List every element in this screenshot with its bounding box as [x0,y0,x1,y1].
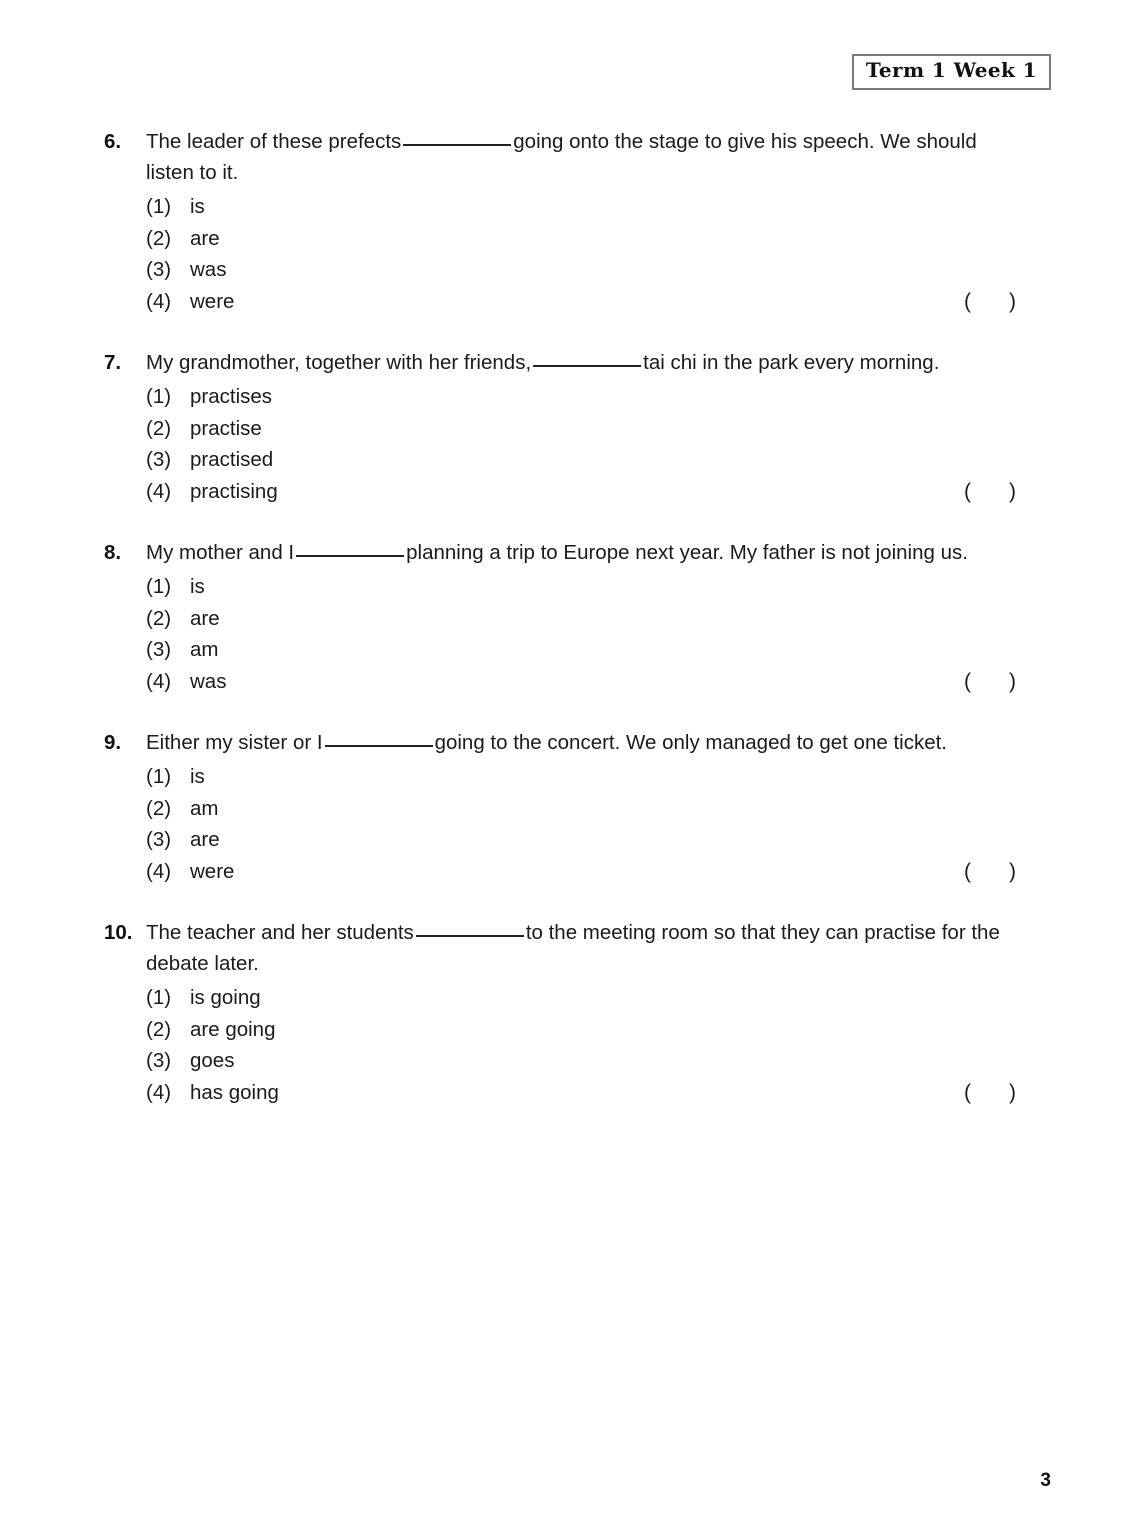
option-marker: (2) [146,1017,172,1041]
answer-bracket-open: ( [964,859,971,883]
option-marker: (1) [146,575,172,598]
question-body [146,917,1035,1108]
option-list [146,761,1035,887]
answer-blank[interactable] [296,555,404,557]
option-label: were [190,859,235,883]
question-body [146,727,1035,887]
option-label: is [190,575,205,598]
option-item[interactable] [146,824,1035,856]
option-label: practising [190,479,278,503]
option-list [146,191,1035,317]
question-stem-after-blank: going onto the stage to give his speech. We should listen to it. [146,130,977,184]
option-item[interactable] [146,254,1035,286]
question-body [146,126,1035,317]
option-item[interactable] [146,286,1035,318]
question-stem-before-blank: The leader of these prefects [146,130,402,153]
option-label: are [190,606,220,630]
answer-bracket-close: ) [1009,859,1016,883]
option-item[interactable] [146,1077,1035,1109]
option-item[interactable] [146,634,1035,666]
option-label: is [190,765,205,788]
option-label: is going [190,986,261,1009]
option-item[interactable] [146,191,1035,223]
answer-blank[interactable] [533,365,641,367]
option-label: is [190,195,205,218]
option-label: practise [190,416,262,440]
question-block [0,347,1123,507]
option-label: are [190,828,220,851]
question-stem-after-blank: going to the concert. We only managed to get one ticket. [434,731,948,754]
question-number: 8. [104,541,122,564]
question-number: 10. [104,921,133,944]
option-item[interactable] [146,413,1035,445]
option-marker: (1) [146,765,172,788]
answer-blank[interactable] [325,745,433,747]
option-item[interactable] [146,444,1035,476]
option-item[interactable] [146,666,1035,698]
question-stem-before-blank: My grandmother, together with her friends, [146,351,532,374]
answer-bracket-open: ( [964,669,971,693]
question-block [0,917,1123,1108]
option-item[interactable] [146,1045,1035,1077]
question-block [0,126,1123,317]
question-stem-before-blank: My mother and I [146,541,295,564]
option-marker: (3) [146,448,172,471]
option-item[interactable] [146,761,1035,793]
question-block [0,727,1123,887]
question-stem-before-blank: Either my sister or I [146,731,323,754]
answer-bracket[interactable] [964,1077,1016,1109]
question-number: 7. [104,351,122,374]
option-marker: (4) [146,479,172,503]
answer-blank[interactable] [416,935,524,937]
option-label: was [190,669,227,693]
answer-bracket-close: ) [1009,479,1016,503]
answer-bracket[interactable] [964,286,1016,318]
option-marker: (1) [146,195,172,218]
option-marker: (4) [146,669,172,693]
answer-bracket-open: ( [964,289,971,313]
option-marker: (3) [146,638,172,661]
answer-bracket-close: ) [1009,669,1016,693]
question-body [146,347,1035,507]
option-marker: (1) [146,385,172,408]
answer-bracket[interactable] [964,476,1016,508]
question-body [146,537,1035,697]
option-list [146,381,1035,507]
question-stem [146,917,1021,979]
question-stem-after-blank: to the meeting room so that they can practise for the debate later. [146,921,1000,975]
option-item[interactable] [146,381,1035,413]
option-list [146,982,1035,1108]
term-week-badge: Term 1 Week 1 [852,54,1051,90]
answer-blank[interactable] [403,144,511,146]
option-item[interactable] [146,856,1035,888]
option-label: practised [190,448,274,471]
question-stem-before-blank: The teacher and her students [146,921,414,944]
answer-bracket[interactable] [964,856,1016,888]
option-marker: (3) [146,1049,172,1072]
option-marker: (2) [146,606,172,630]
option-label: are going [190,1017,276,1041]
question-block [0,537,1123,697]
option-item[interactable] [146,1014,1035,1046]
option-item[interactable] [146,603,1035,635]
option-label: has going [190,1080,279,1104]
option-item[interactable] [146,476,1035,508]
option-marker: (3) [146,258,172,281]
question-number: 9. [104,731,122,754]
answer-bracket-close: ) [1009,289,1016,313]
question-stem [146,126,1021,188]
option-label: were [190,289,235,313]
option-marker: (1) [146,986,172,1009]
option-list [146,571,1035,697]
question-stem [146,537,1021,568]
answer-bracket[interactable] [964,666,1016,698]
option-label: goes [190,1049,235,1072]
question-stem [146,727,1021,758]
option-marker: (2) [146,796,172,820]
option-label: are [190,226,220,250]
option-label: am [190,638,219,661]
option-label: was [190,258,227,281]
option-item[interactable] [146,223,1035,255]
question-number: 6. [104,130,122,153]
option-item[interactable] [146,982,1035,1014]
option-item[interactable] [146,571,1035,603]
question-stem-after-blank: tai chi in the park every morning. [643,351,940,374]
page-number: 3 [1040,1470,1051,1491]
answer-bracket-close: ) [1009,1080,1016,1104]
option-marker: (2) [146,226,172,250]
question-stem-after-blank: planning a trip to Europe next year. My father is not joining us. [406,541,968,564]
answer-bracket-open: ( [964,479,971,503]
answer-bracket-open: ( [964,1080,971,1104]
option-item[interactable] [146,793,1035,825]
option-marker: (2) [146,416,172,440]
option-marker: (4) [146,289,172,313]
option-label: am [190,796,219,820]
option-marker: (3) [146,828,172,851]
question-sheet [0,126,1123,1138]
option-label: practises [190,385,273,408]
option-marker: (4) [146,859,172,883]
question-stem [146,347,1021,378]
option-marker: (4) [146,1080,172,1104]
